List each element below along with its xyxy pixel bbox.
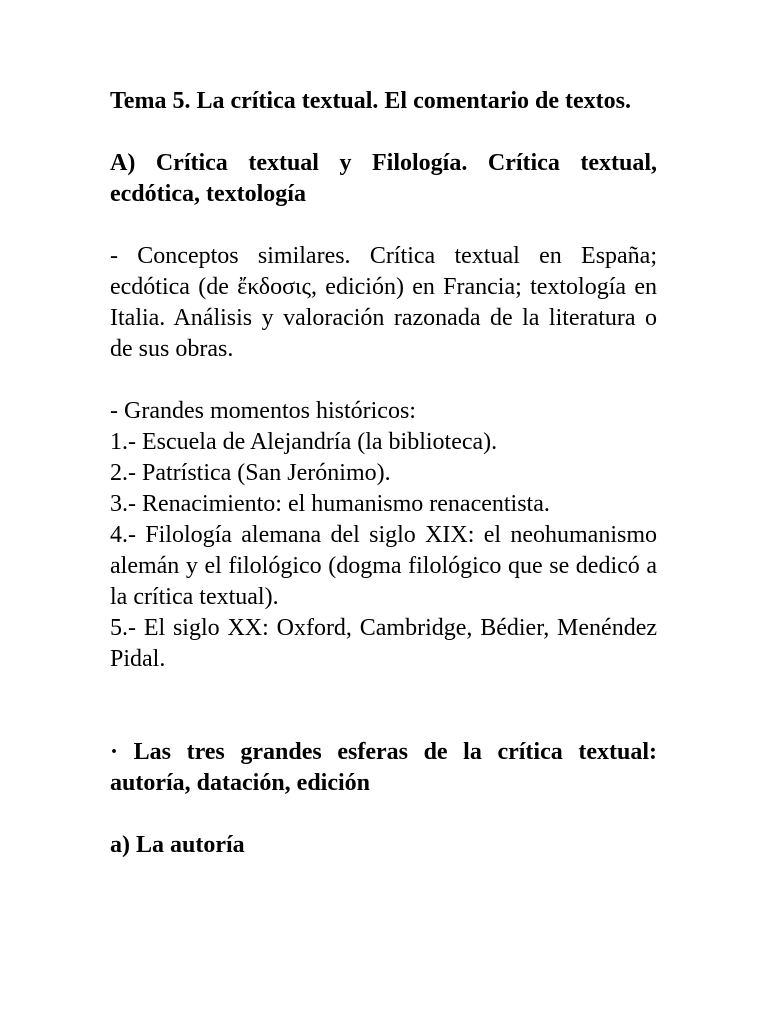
moment-item-2: 2.- Patrística (San Jerónimo).	[110, 460, 391, 486]
moment-item-5: 5.- El siglo XX: Oxford, Cambridge, Bédier, Menéndez Pidal.	[110, 615, 657, 672]
moment-item-4: 4.- Filología alemana del siglo XIX: el neohumanismo alemán y el filológico (dogma filológico que se dedicó a la crítica textual).	[110, 522, 657, 610]
section-a-heading: A) Crítica textual y Filología. Crítica textual, ecdótica, textología	[110, 150, 657, 207]
spacer	[110, 117, 657, 148]
moment-item-1: 1.- Escuela de Alejandría (la biblioteca).	[110, 429, 498, 455]
subsection-a-heading: a) La autoría	[110, 832, 245, 858]
spacer	[110, 799, 657, 830]
document-title: Tema 5. La crítica textual. El comentario de textos.	[110, 88, 632, 114]
spacer	[110, 210, 657, 241]
spheres-heading: · Las tres grandes esferas de la crítica textual: autoría, datación, edición	[110, 739, 657, 796]
concepts-paragraph: - Conceptos similares. Crítica textual en España; ecdótica (de ἔκδοσις, edición) en Francia; textología en Italia. Análisis y valoración razonada de la literatura o de sus obras.	[110, 243, 657, 362]
document-page	[110, 86, 657, 861]
spacer	[110, 365, 657, 396]
moments-intro: - Grandes momentos históricos:	[110, 398, 416, 424]
moment-item-3: 3.- Renacimiento: el humanismo renacentista.	[110, 491, 550, 517]
spacer	[110, 675, 657, 737]
